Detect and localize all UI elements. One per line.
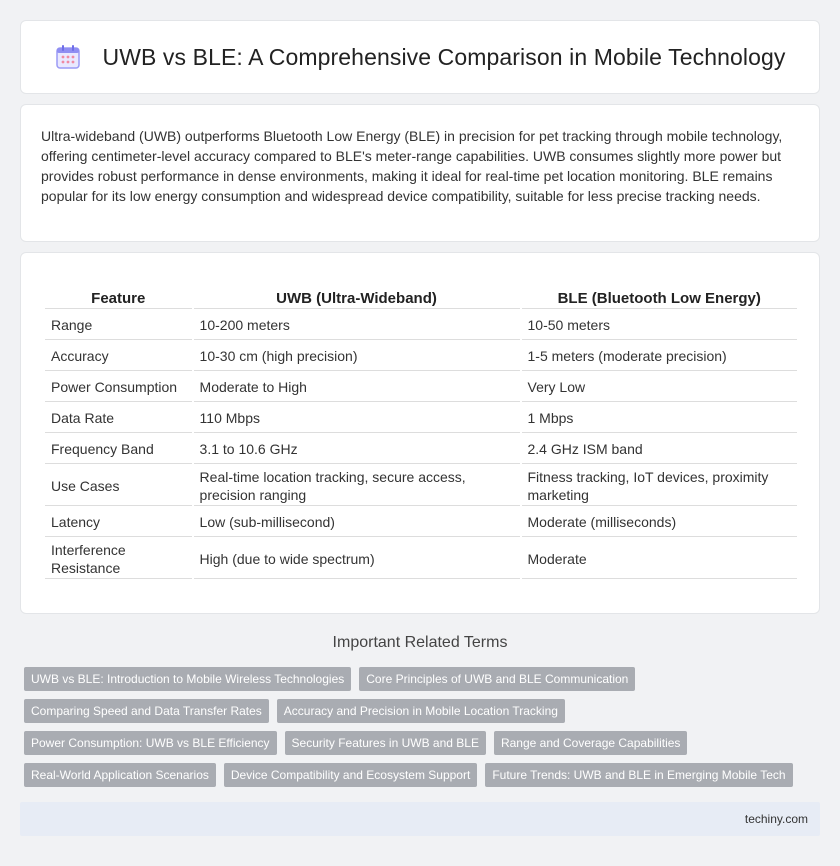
table-row [45, 435, 797, 464]
ble-cell: 10-50 meters [522, 311, 798, 340]
comparison-table-card [20, 252, 820, 614]
uwb-cell: 3.1 to 10.6 GHz [194, 435, 520, 464]
page-title: UWB vs BLE: A Comprehensive Comparison in Mobile Technology [102, 43, 786, 70]
ble-cell: Very Low [522, 373, 798, 402]
feature-cell: Use Cases [45, 466, 192, 506]
uwb-cell: Moderate to High [194, 373, 520, 402]
footer-site-link[interactable]: techiny.com [744, 812, 808, 826]
feature-cell: Interference Resistance [45, 539, 192, 579]
ble-cell: Fitness tracking, IoT devices, proximity marketing [522, 466, 798, 506]
related-terms-list [20, 667, 820, 787]
uwb-cell: High (due to wide spectrum) [194, 539, 520, 579]
related-term-tag[interactable]: Comparing Speed and Data Transfer Rates [24, 699, 269, 723]
related-terms-section [20, 634, 820, 787]
related-terms-title: Important Related Terms [332, 634, 508, 651]
related-term-tag[interactable]: Device Compatibility and Ecosystem Support [224, 763, 477, 787]
table-row [45, 342, 797, 371]
related-term-tag[interactable]: Real-World Application Scenarios [24, 763, 216, 787]
uwb-cell: 10-200 meters [194, 311, 520, 340]
feature-cell: Data Rate [45, 404, 192, 433]
uwb-cell: 110 Mbps [194, 404, 520, 433]
uwb-cell: Real-time location tracking, secure access, precision ranging [194, 466, 520, 506]
table-row [45, 311, 797, 340]
header-ble: BLE (Bluetooth Low Energy) [522, 287, 798, 309]
table-row [45, 539, 797, 579]
footer [20, 802, 820, 836]
ble-cell: 2.4 GHz ISM band [522, 435, 798, 464]
related-term-tag[interactable]: Core Principles of UWB and BLE Communication [359, 667, 635, 691]
related-term-tag[interactable]: Future Trends: UWB and BLE in Emerging Mobile Tech [485, 763, 792, 787]
feature-cell: Accuracy [45, 342, 192, 371]
ble-cell: Moderate (milliseconds) [522, 508, 798, 537]
feature-cell: Latency [45, 508, 192, 537]
related-term-tag[interactable]: Accuracy and Precision in Mobile Location Tracking [277, 699, 565, 723]
header-uwb: UWB (Ultra-Wideband) [194, 287, 520, 309]
comparison-table [43, 285, 799, 581]
table-row [45, 466, 797, 506]
feature-cell: Power Consumption [45, 373, 192, 402]
uwb-cell: 10-30 cm (high precision) [194, 342, 520, 371]
related-term-tag[interactable]: Power Consumption: UWB vs BLE Efficiency [24, 731, 277, 755]
intro-card [20, 104, 820, 242]
related-term-tag[interactable]: Security Features in UWB and BLE [285, 731, 486, 755]
related-term-tag[interactable]: UWB vs BLE: Introduction to Mobile Wireless Technologies [24, 667, 351, 691]
related-term-tag[interactable]: Range and Coverage Capabilities [494, 731, 687, 755]
intro-paragraph: Ultra-wideband (UWB) outperforms Bluetooth Low Energy (BLE) in precision for pet tracking through mobile technology, offering centimeter-level accuracy compared to BLE's meter-range capabilities. UWB consumes slightly more power but provides robust performance in dense environments, making it ideal for real-time pet location monitoring. BLE remains popular for its low energy consumption and widespread device compatibility, suitable for less precise tracking needs. [41, 128, 783, 204]
uwb-cell: Low (sub-millisecond) [194, 508, 520, 537]
title-card [20, 20, 820, 94]
ble-cell: 1 Mbps [522, 404, 798, 433]
table-row [45, 508, 797, 537]
calendar-icon [54, 43, 82, 71]
ble-cell: Moderate [522, 539, 798, 579]
table-row [45, 404, 797, 433]
table-header-row [45, 287, 797, 309]
table-row [45, 373, 797, 402]
ble-cell: 1-5 meters (moderate precision) [522, 342, 798, 371]
feature-cell: Range [45, 311, 192, 340]
header-feature: Feature [45, 287, 192, 309]
feature-cell: Frequency Band [45, 435, 192, 464]
